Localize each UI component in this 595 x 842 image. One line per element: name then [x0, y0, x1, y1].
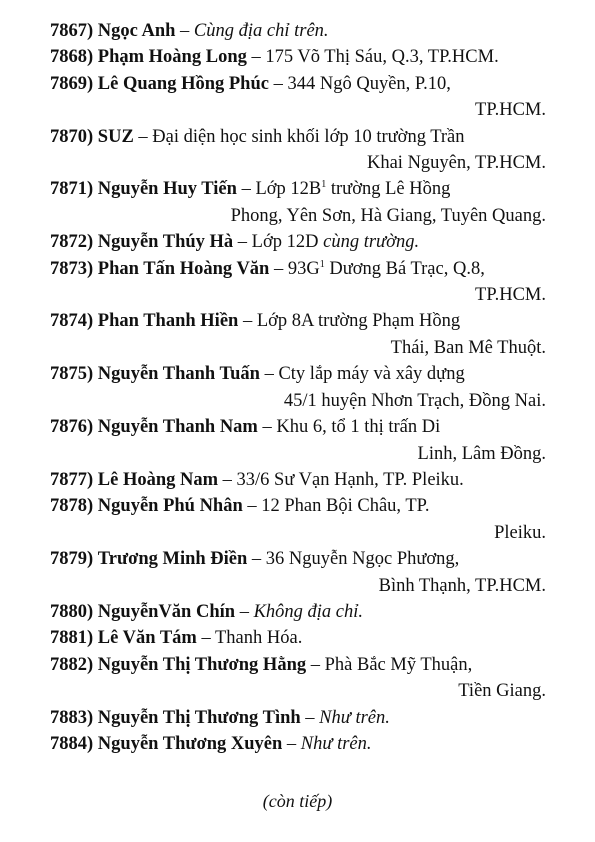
- entry-number: 7869): [50, 73, 94, 94]
- entry-name: Phan Thanh Hiền: [97, 311, 239, 332]
- entry-detail: Khu 6, tổ 1 thị trấn Di: [276, 417, 441, 438]
- list-item: [50, 18, 550, 44]
- entry-detail: Lớp 12D: [251, 232, 324, 253]
- entry-line: [50, 599, 550, 625]
- entry-continuation: Khai Nguyên, TP.HCM.: [366, 153, 546, 174]
- entry-detail-italic: Như trên.: [300, 733, 372, 754]
- entry-name: Lê Quang Hồng Phúc: [97, 73, 269, 94]
- entry-name: Nguyễn Thương Xuyên: [97, 733, 283, 754]
- entry-continuation: Bình Thạnh, TP.HCM.: [378, 575, 546, 596]
- list-item: [50, 652, 550, 705]
- entry-number: 7876): [50, 417, 94, 438]
- entry-line: [50, 71, 550, 97]
- list-item: [50, 256, 550, 309]
- entry-dash: –: [259, 364, 279, 385]
- entry-number: 7881): [50, 628, 94, 649]
- entry-continuation: Phong, Yên Sơn, Hà Giang, Tuyên Quang.: [230, 205, 546, 226]
- entry-detail: Cty lắp máy và xây dựng: [278, 364, 465, 385]
- entry-number: 7868): [50, 47, 94, 68]
- entry-line: [50, 731, 550, 757]
- list-item: [50, 493, 550, 546]
- entry-superscript: 1: [319, 258, 325, 270]
- entry-continuation: Linh, Lâm Đồng.: [417, 443, 546, 464]
- entry-dash: –: [269, 258, 288, 279]
- entry-number: 7878): [50, 496, 94, 517]
- reader-list: [50, 18, 550, 757]
- entry-dash: –: [268, 73, 288, 94]
- entry-number: 7879): [50, 549, 94, 570]
- entry-detail: 93G: [287, 258, 320, 279]
- entry-name: Ngọc Anh: [97, 21, 176, 41]
- entry-detail: Đại diện học sinh khối lớp 10 trường Trần: [152, 126, 465, 147]
- entry-detail: 12 Phan Bội Châu, TP.: [261, 496, 430, 517]
- entry-name: Nguyễn Thanh Nam: [97, 417, 258, 438]
- entry-detail: Phà Bắc Mỹ Thuận,: [324, 654, 473, 675]
- entry-line: [50, 44, 550, 70]
- entry-line: [50, 705, 550, 731]
- list-item: [50, 229, 550, 255]
- entry-name: Nguyễn Thanh Tuấn: [97, 364, 260, 385]
- entry-number: 7871): [50, 179, 94, 200]
- entry-continuation: TP.HCM.: [475, 100, 546, 121]
- entry-name: Nguyễn Thị Thương Hằng: [97, 654, 307, 675]
- entry-line: [50, 18, 550, 44]
- entry-continuation: Tiền Giang.: [458, 681, 546, 702]
- list-item: [50, 71, 550, 124]
- list-item: [50, 176, 550, 229]
- entry-name: Trương Minh Điền: [97, 549, 248, 570]
- entry-dash: –: [246, 47, 266, 68]
- entry-dash: –: [238, 311, 257, 332]
- entry-detail: Lớp 12B: [255, 179, 322, 200]
- entry-dash: –: [133, 126, 153, 147]
- entry-number: 7872): [50, 232, 94, 253]
- entry-number: 7882): [50, 654, 94, 675]
- entry-detail: Thanh Hóa.: [215, 628, 303, 649]
- continued-note: (còn tiếp): [262, 791, 333, 811]
- entry-dash: –: [282, 733, 301, 754]
- entry-detail-italic: Cùng địa chỉ trên.: [193, 21, 329, 41]
- entry-line: [50, 546, 550, 572]
- entry-name: Phan Tấn Hoàng Văn: [97, 258, 270, 279]
- entry-detail: 344 Ngô Quyền, P.10,: [287, 73, 451, 94]
- entry-name: Nguyễn Thị Thương Tình: [97, 707, 301, 728]
- entry-name: Lê Hoàng Nam: [97, 469, 219, 490]
- list-item: [50, 361, 550, 414]
- entry-dash: –: [247, 549, 266, 570]
- entry-continuation: TP.HCM.: [475, 285, 546, 306]
- entry-number: 7873): [50, 258, 94, 279]
- entry-line: [50, 652, 550, 678]
- entry-detail-cont: Dương Bá Trạc, Q.8,: [324, 258, 485, 279]
- list-item: [50, 124, 550, 177]
- entry-number: 7884): [50, 733, 94, 754]
- entry-detail: 33/6 Sư Vạn Hạnh, TP. Pleiku.: [236, 469, 464, 490]
- entry-dash: –: [175, 21, 194, 41]
- entry-line: [50, 124, 550, 150]
- entry-number: 7870): [50, 126, 94, 147]
- entry-dash: –: [235, 601, 254, 622]
- entry-dash: –: [218, 469, 237, 490]
- entry-name: Nguyễn Phú Nhân: [97, 496, 243, 517]
- entry-line: [50, 308, 550, 334]
- entry-dash: –: [242, 496, 262, 517]
- entry-number: 7880): [50, 601, 94, 622]
- list-item: [50, 599, 550, 625]
- entry-line: [50, 493, 550, 519]
- entry-dash: –: [196, 628, 215, 649]
- entry-detail: 36 Nguyễn Ngọc Phương,: [265, 549, 460, 570]
- entry-name: SUZ: [97, 126, 134, 147]
- entry-number: 7874): [50, 311, 94, 332]
- entry-number: 7867): [50, 21, 94, 41]
- entry-continuation: Thái, Ban Mê Thuột.: [390, 337, 546, 358]
- entry-continuation: Pleiku.: [494, 522, 546, 543]
- entry-name: NguyễnVăn Chín: [97, 601, 236, 622]
- entry-dash: –: [300, 707, 320, 728]
- entry-detail-cont: trường Lê Hồng: [326, 179, 451, 200]
- entry-line: [50, 256, 550, 282]
- entry-detail-italic: Không địa chỉ.: [253, 601, 364, 622]
- entry-line: [50, 229, 550, 255]
- list-item: [50, 44, 550, 70]
- entry-continuation: 45/1 huyện Nhơn Trạch, Đồng Nai.: [283, 390, 546, 411]
- entry-dash: –: [236, 179, 256, 200]
- list-item: [50, 414, 550, 467]
- list-item: [50, 625, 550, 651]
- entry-superscript: 1: [321, 179, 327, 191]
- list-item: [50, 308, 550, 361]
- entry-detail: Lớp 8A trường Phạm Hồng: [256, 311, 461, 332]
- entry-name: Lê Văn Tám: [97, 628, 197, 649]
- entry-number: 7877): [50, 469, 94, 490]
- entry-line: [50, 176, 550, 202]
- entry-detail: 175 Võ Thị Sáu, Q.3, TP.HCM.: [265, 47, 499, 68]
- list-item: [50, 705, 550, 731]
- list-item: [50, 546, 550, 599]
- entry-number: 7883): [50, 707, 94, 728]
- entry-dash: –: [233, 232, 252, 253]
- list-item: [50, 467, 550, 493]
- list-item: [50, 731, 550, 757]
- entry-detail-italic: Như trên.: [319, 707, 390, 728]
- entry-line: [50, 361, 550, 387]
- entry-name: Nguyễn Thúy Hà: [97, 232, 234, 253]
- entry-name: Nguyễn Huy Tiến: [97, 179, 237, 200]
- entry-line: [50, 625, 550, 651]
- entry-detail-italic: cùng trường.: [323, 232, 420, 253]
- entry-dash: –: [306, 654, 325, 675]
- entry-dash: –: [257, 417, 277, 438]
- entry-number: 7875): [50, 364, 94, 385]
- entry-line: [50, 414, 550, 440]
- entry-line: [50, 467, 550, 493]
- entry-name: Phạm Hoàng Long: [97, 47, 247, 68]
